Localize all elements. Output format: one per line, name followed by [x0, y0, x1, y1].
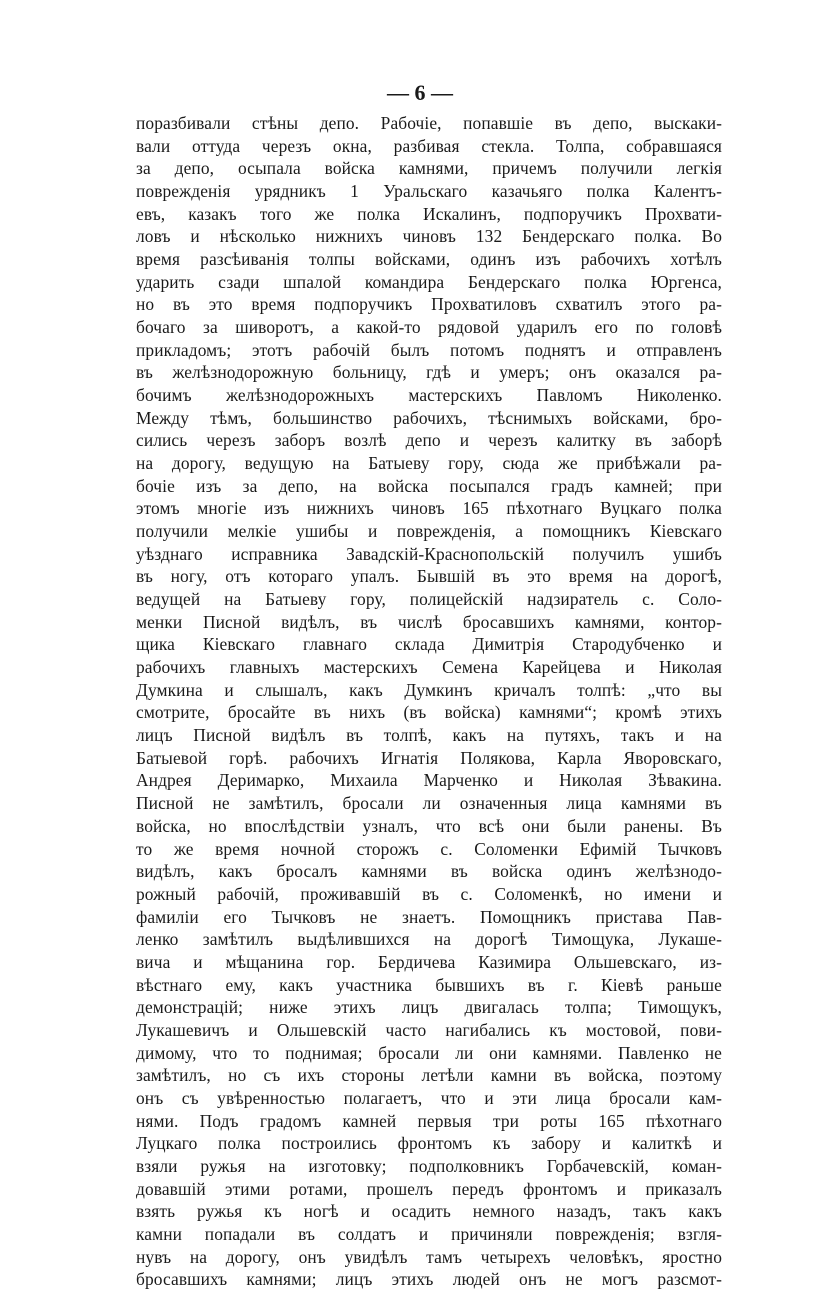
text-line: взять ружья къ ногѣ и осадить немного назадъ, такъ какъ	[136, 1201, 722, 1222]
text-line: рожный рабочій, проживавшій въ с. Соломенкѣ, но имени и	[136, 883, 722, 904]
text-line: менки Писной видѣлъ, въ числѣ бросавшихъ камнями, контор-	[136, 611, 722, 632]
text-line: Писной не замѣтилъ, бросали ли означенныя лица камнями въ	[136, 793, 722, 814]
text-line: Лукашевичъ и Ольшевскій часто нагибались къ мостовой, пови-	[136, 1019, 722, 1040]
text-line: Луцкаго полка построились фронтомъ къ забору и калиткѣ и	[136, 1133, 722, 1154]
text-line: сились черезъ заборъ возлѣ депо и черезъ калитку въ заборѣ	[136, 430, 722, 451]
text-line: то же время ночной сторожъ с. Соломенки Ефимій Тычковъ	[136, 838, 722, 859]
text-line: войска, но впослѣдствіи узналъ, что всѣ они были ранены. Въ	[136, 815, 722, 836]
text-line: лицъ Писной видѣлъ въ толпѣ, какъ на путяхъ, такъ и на	[136, 725, 722, 746]
text-line: бочимъ желѣзнодорожныхъ мастерскихъ Павломъ Николенко.	[136, 385, 722, 406]
text-line: довавшій этими ротами, прошелъ передъ фронтомъ и приказалъ	[136, 1178, 722, 1199]
text-line: фамиліи его Тычковъ не знаетъ. Помощникъ пристава Пав-	[136, 906, 722, 927]
text-line: смотрите, бросайте въ нихъ (въ войска) камнями“; кромѣ этихъ	[136, 702, 722, 723]
text-line: Между тѣмъ, большинство рабочихъ, тѣснимыхъ войсками, бро-	[136, 407, 722, 428]
text-line: вича и мѣщанина гор. Бердичева Казимира Ольшевскаго, из-	[136, 951, 722, 972]
text-line: Батыевой горѣ. рабочихъ Игнатія Полякова, Карла Яворовскаго,	[136, 747, 722, 768]
text-line: евъ, казакъ того же полка Искалинъ, подпоручикъ Прохвати-	[136, 203, 722, 224]
text-line: щика Кіевскаго главнаго склада Димитрія Стародубченко и	[136, 634, 722, 655]
text-line: за депо, осыпала войска камнями, причемъ получили легкія	[136, 158, 722, 179]
text-line: замѣтилъ, но съ ихъ стороны летѣли камни въ войска, поэтому	[136, 1065, 722, 1086]
body-text	[136, 112, 722, 1291]
text-line: димому, что то поднимая; бросали ли они камнями. Павленко не	[136, 1042, 722, 1063]
text-line: время разсѣиванія толпы войсками, одинъ изъ рабочихъ хотѣлъ	[136, 249, 722, 270]
text-line: ленко замѣтилъ выдѣлившихся на дорогѣ Тимощука, Лукаше-	[136, 929, 722, 950]
text-line: въ желѣзнодорожную больницу, гдѣ и умеръ; онъ оказался ра-	[136, 362, 722, 383]
text-line: прикладомъ; этотъ рабочій былъ потомъ поднятъ и отправленъ	[136, 339, 722, 360]
text-line: видѣлъ, какъ бросалъ камнями въ войска одинъ желѣзнодо-	[136, 861, 722, 882]
text-line: ведущей на Батыеву гору, полицейскій надзиратель с. Соло-	[136, 589, 722, 610]
page-number: — 6 —	[387, 80, 453, 105]
text-line: поврежденія урядникъ 1 Уральскаго казачьяго полка Калентъ-	[136, 181, 722, 202]
text-line: нями. Подъ градомъ камней первыя три роты 165 пѣхотнаго	[136, 1110, 722, 1131]
text-line: бочіе изъ за депо, на войска посыпался градъ камней; при	[136, 475, 722, 496]
text-line: Думкина и слышалъ, какъ Думкинъ кричалъ толпѣ: „что вы	[136, 679, 722, 700]
text-line: вали оттуда черезъ окна, разбивая стекла. Толпа, собравшаяся	[136, 135, 722, 156]
text-line: получили мелкіе ушибы и поврежденія, а помощникъ Кіевскаго	[136, 521, 722, 542]
text-line: но въ это время подпоручикъ Прохватиловъ схватилъ этого ра-	[136, 294, 722, 315]
text-line: бросавшихъ камнями; лицъ этихъ людей онъ не могъ разсмот-	[136, 1269, 722, 1290]
text-line: этомъ многіе изъ нижнихъ чиновъ 165 пѣхотнаго Вуцкаго полка	[136, 498, 722, 519]
text-line: поразбивали стѣны депо. Рабочіе, попавшіе въ депо, выскаки-	[136, 113, 722, 133]
text-line: въ ногу, отъ котораго упалъ. Бывшій въ это время на дорогѣ,	[136, 566, 722, 587]
text-line: уѣзднаго исправника Завадскій-Краснопольскій получилъ ушибъ	[136, 543, 722, 564]
text-line: рабочихъ главныхъ мастерскихъ Семена Карейцева и Николая	[136, 657, 722, 678]
text-line: ловъ и нѣсколько нижнихъ чиновъ 132 Бендерскаго полка. Во	[136, 226, 722, 247]
text-line: ударить сзади шпалой командира Бендерскаго полка Юргенса,	[136, 271, 722, 292]
text-line: демонстрацій; ниже этихъ лицъ двигалась толпа; Тимощукъ,	[136, 997, 722, 1018]
text-line: вѣстнаго ему, какъ участника бывшихъ въ г. Кіевѣ раньше	[136, 974, 722, 995]
text-line: нувъ на дорогу, онъ увидѣлъ тамъ четырехъ человѣкъ, яростно	[136, 1246, 722, 1267]
text-line: Андрея Деримарко, Михаила Марченко и Николая Зѣвакина.	[136, 770, 722, 791]
text-line: камни попадали въ солдатъ и причиняли поврежденія; взгля-	[136, 1223, 722, 1244]
text-line: на дорогу, ведущую на Батыеву гору, сюда же прибѣжали ра-	[136, 453, 722, 474]
text-line: взяли ружья на изготовку; подполковникъ Горбачевскій, коман-	[136, 1155, 722, 1176]
text-line: онъ съ увѣренностью полагаетъ, что и эти лица бросали кам-	[136, 1087, 722, 1108]
text-line: бочаго за шиворотъ, а какой-то рядовой ударилъ его по головѣ	[136, 317, 722, 338]
